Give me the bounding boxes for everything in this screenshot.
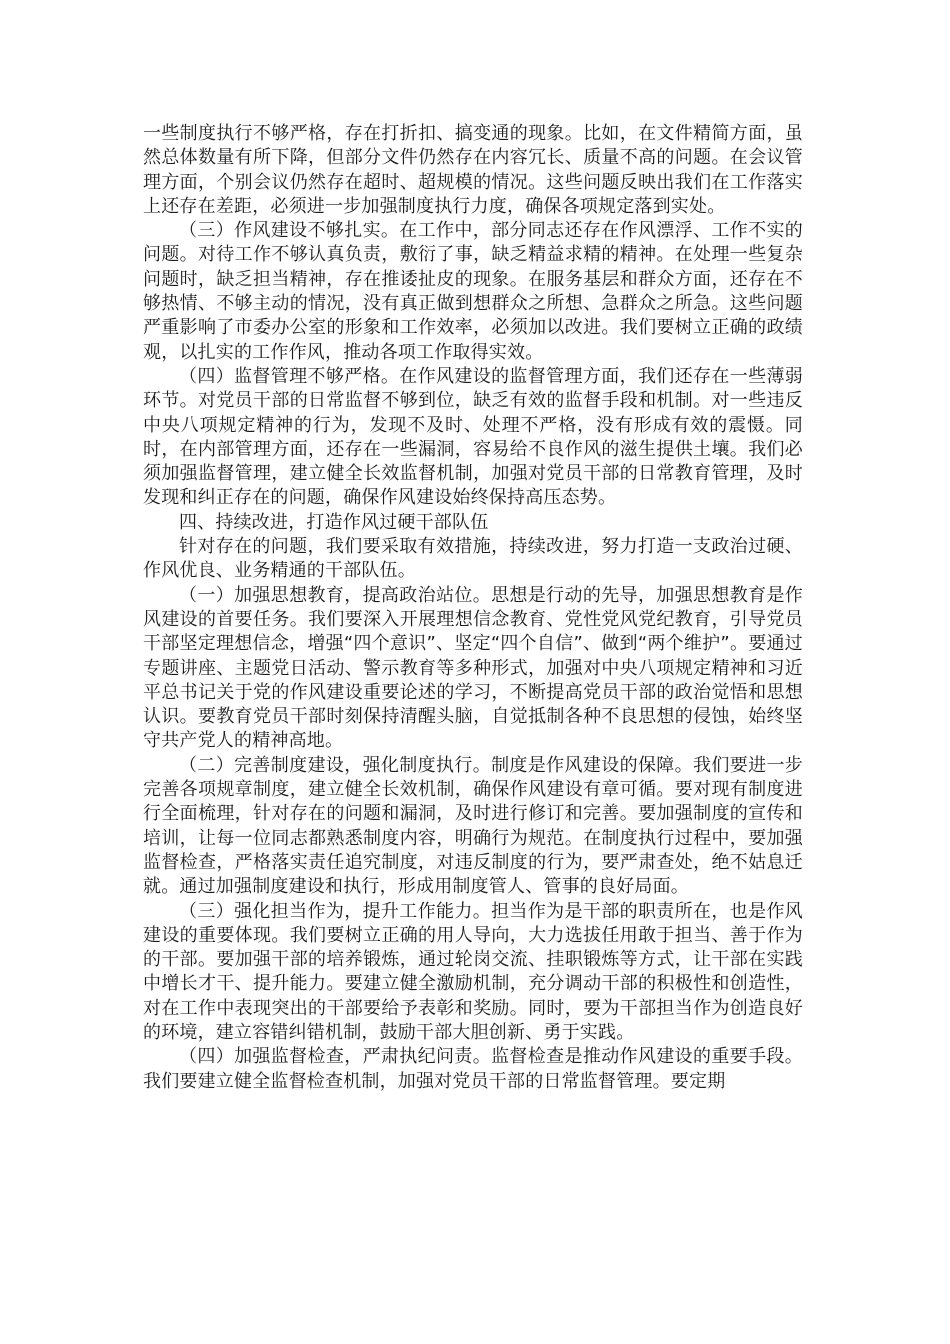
paragraph-intro: 针对存在的问题，我们要采取有效措施，持续改进，努力打造一支政治过硬、作风优良、业务精通的干部队伍。: [143, 536, 803, 582]
section-heading: 四、持续改进，打造作风过硬干部队伍: [179, 511, 489, 533]
paragraph-continued: 一些制度执行不够严格，存在打折扣、搞变通的现象。比如，在文件精简方面，虽然总体数量有所下降，但部分文件仍然存在内容冗长、质量不高的问题。在会议管理方面，个别会议仍然存在超时、超规模的情况。这些问题反映出我们在工作落实上还存在差距，必须进一步加强制度执行力度，确保各项规定落到实处。: [143, 123, 803, 217]
paragraph-measure-4: （四）加强监督检查，严肃执纪问责。监督检查是推动作风建设的重要手段。我们要建立健全监督检查机制，加强对党员干部的日常监督管理。要定期: [143, 1046, 803, 1092]
paragraph-measure-1: （一）加强思想教育，提高政治站位。思想是行动的先导，加强思想教育是作风建设的首要任务。我们要深入开展理想信念教育、党性党风党纪教育，引导党员干部坚定理想信念，增强“四个意识”、坚定“四个自信”、做到“两个维护”。要通过专题讲座、主题党日活动、警示教育等多种形式，加强对中央八项规定精神和习近平总书记关于党的作风建设重要论述的学习，不断提高党员干部的政治觉悟和思想认识。要教育党员干部时刻保持清醒头脑，自觉抵制各种不良思想的侵蚀，始终坚守共产党人的精神高地。: [143, 584, 803, 752]
paragraph-style-issue: （三）作风建设不够扎实。在工作中，部分同志还存在作风漂浮、工作不实的问题。对待工作不够认真负责，敷衍了事，缺乏精益求精的精神。在处理一些复杂问题时，缺乏担当精神，存在推诿扯皮的现象。在服务基层和群众方面，还存在不够热情、不够主动的情况，没有真正做到想群众之所想、急群众之所急。这些问题严重影响了市委办公室的形象和工作效率，必须加以改进。我们要树立正确的政绩观，以扎实的工作作风，推动各项工作取得实效。: [143, 220, 803, 363]
paragraph-supervision-issue: （四）监督管理不够严格。在作风建设的监督管理方面，我们还存在一些薄弱环节。对党员干部的日常监督不够到位，缺乏有效的监督手段和机制。对一些违反中央八项规定精神的行为，发现不及时、处理不严格，没有形成有效的震慑。同时，在内部管理方面，还存在一些漏洞，容易给不良作风的滋生提供土壤。我们必须加强监督管理，建立健全长效监督机制，加强对党员干部的日常教育管理，及时发现和纠正存在的问题，确保作风建设始终保持高压态势。: [143, 365, 803, 509]
paragraph-measure-2: （二）完善制度建设，强化制度执行。制度是作风建设的保障。我们要进一步完善各项规章制度，建立健全长效机制，确保作风建设有章可循。要对现有制度进行全面梳理，针对存在的问题和漏洞，及时进行修订和完善。要加强制度的宣传和培训，让每一位同志都熟悉制度内容，明确行为规范。在制度执行过程中，要加强监督检查，严格落实责任追究制度，对违反制度的行为，要严肃查处，绝不姑息迁就。通过加强制度建设和执行，形成用制度管人、管事的良好局面。: [143, 754, 803, 898]
paragraph-measure-3: （三）强化担当作为，提升工作能力。担当作为是干部的职责所在，也是作风建设的重要体现。我们要树立正确的用人导向，大力选拔任用敢于担当、善于作为的干部。要加强干部的培养锻炼，通过轮岗交流、挂职锻炼等方式，让干部在实践中增长才干、提升能力。要建立健全激励机制，充分调动干部的积极性和创造性，对在工作中表现突出的干部要给予表彰和奖励。同时，要为干部担当作为创造良好的环境，建立容错纠错机制，鼓励干部大胆创新、勇于实践。: [143, 900, 803, 1043]
document-body: [143, 122, 803, 1094]
